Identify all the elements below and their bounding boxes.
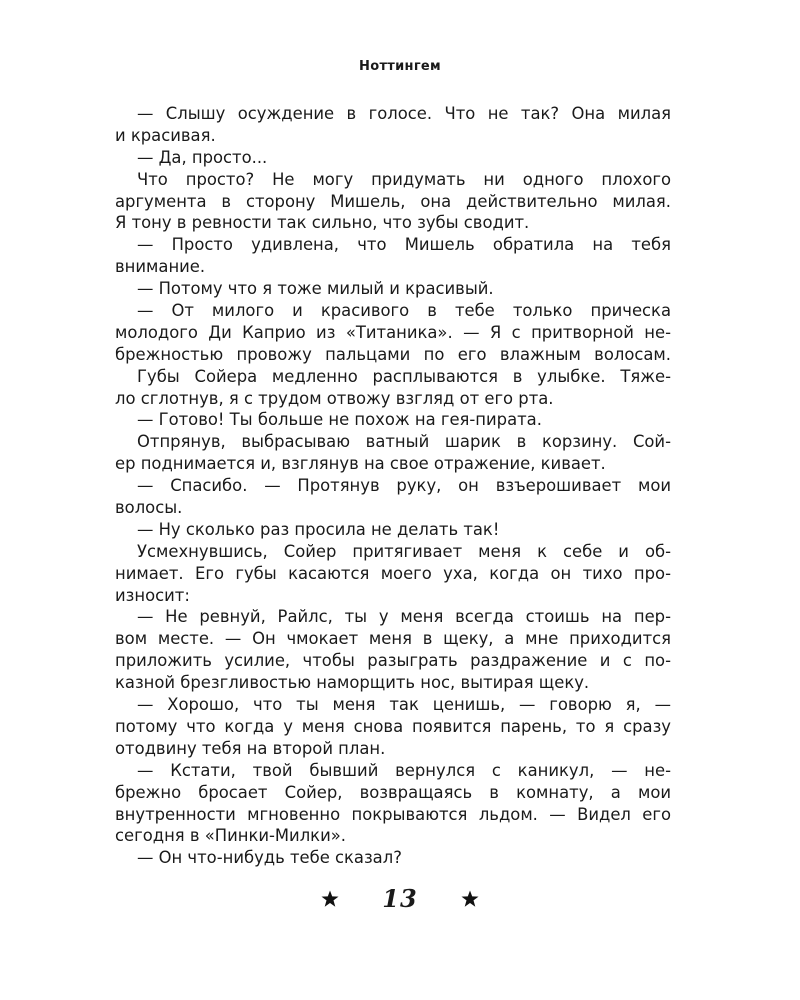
text-line: молодого Ди Каприо из «Титаника». — Я с притворной не-: [115, 322, 671, 342]
text-line: — Просто удивлена, что Мишель обратила на тебя: [137, 235, 671, 255]
text-line: — Он что-нибудь тебе сказал?: [137, 848, 402, 868]
star-icon: [460, 889, 480, 909]
text-line: брежно бросает Сойер, возвращаясь в комнату, а мои: [115, 782, 671, 802]
text-line: — Готово! Ты больше не похож на гея-пирата.: [137, 410, 542, 430]
text-line: — Ну сколько раз просила не делать так!: [137, 519, 500, 539]
text-line: ер поднимается и, взглянув на свое отражение, кивает.: [115, 454, 606, 474]
text-line: казной брезгливостью наморщить нос, вытирая щеку.: [115, 673, 590, 693]
text-line: Что просто? Не могу придумать ни одного плохого: [137, 169, 671, 189]
text-line: вом месте. — Он чмокает меня в щеку, а мне приходится: [115, 629, 671, 649]
text-line: Отпрянув, выбрасываю ватный шарик в корзину. Сой-: [137, 432, 671, 452]
page-number: 13: [382, 884, 418, 913]
text-line: волосы.: [115, 498, 183, 518]
text-line: внутренности мгновенно покрываются льдом. — Видел его: [115, 804, 671, 824]
page-folio: [0, 884, 800, 913]
text-line: Губы Сойера медленно расплываются в улыбке. Тяже-: [137, 366, 671, 386]
text-line: — Кстати, твой бывший вернулся с каникул, — не-: [137, 760, 671, 780]
text-line: — Хорошо, что ты меня так ценишь, — говорю я, —: [137, 695, 671, 715]
text-line: — Не ревнуй, Райлс, ты у меня всегда стоишь на пер-: [137, 607, 671, 627]
text-line: Я тону в ревности так сильно, что зубы сводит.: [115, 213, 530, 233]
text-line: — Потому что я тоже милый и красивый.: [137, 279, 494, 299]
text-line: — Спасибо. — Протянув руку, он взъерошивает мои: [137, 476, 671, 496]
text-line: — Да, просто...: [137, 147, 268, 167]
running-title: Ноттингем: [359, 59, 441, 74]
text-line: — От милого и красивого в тебе только прическа: [137, 301, 671, 321]
text-line: отодвину тебя на второй план.: [115, 738, 386, 758]
text-line: внимание.: [115, 257, 206, 277]
text-line: аргумента в сторону Мишель, она действительно милая.: [115, 191, 671, 211]
body-text: [115, 103, 671, 869]
text-line: ло сглотнув, я с трудом отвожу взгляд от его рта.: [115, 388, 554, 408]
text-line: износит:: [115, 585, 190, 605]
text-line: и красивая.: [115, 125, 216, 145]
text-line: — Слышу осуждение в голосе. Что не так? Она милая: [137, 104, 671, 123]
star-icon: [320, 889, 340, 909]
text-line: потому что когда у меня снова появится парень, то я сразу: [115, 716, 671, 736]
text-line: брежностью провожу пальцами по его влажным волосам.: [115, 344, 671, 364]
text-line: сегодня в «Пинки-Милки».: [115, 826, 346, 846]
text-line: нимает. Его губы касаются моего уха, когда он тихо про-: [115, 563, 671, 583]
text-line: Усмехнувшись, Сойер притягивает меня к себе и об-: [137, 541, 671, 561]
text-line: приложить усилие, чтобы разыграть раздражение и с по-: [115, 651, 671, 671]
